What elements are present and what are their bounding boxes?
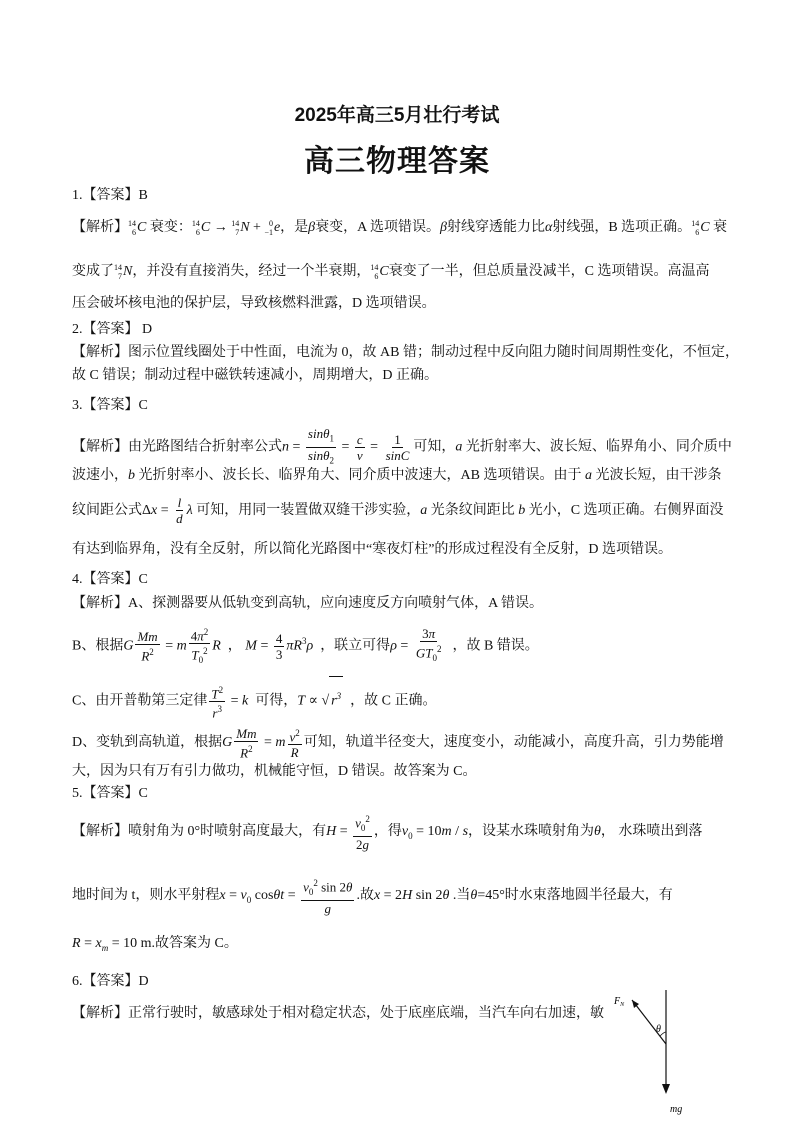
q2-analysis-line-1: 【解析】图示位置线圈处于中性面，电流为 0，故 AB 错；制动过程中反向阻力随时间周期性变化，不恒定， — [72, 345, 739, 360]
gravity-arrowhead — [662, 1084, 670, 1094]
normal-force-arrow — [632, 1000, 666, 1044]
q4-analysis-line-c: C、由开普勒第三定律 $\frac{T^2}{r^3}$ = k 可得，T ∝ √ $r^3$ ，故 C 正确。 — [72, 676, 722, 721]
q3-analysis-line-4: 有达到临界角，没有全反射，所以简化光路图中“寒夜灯柱”的形成过程没有全反射，D 选项错误。 — [72, 542, 673, 557]
q6-answer: 6.【答案】D — [72, 974, 149, 989]
q1-analysis-line-1: 【解析】 14 6 C 衰变： 14 6 C → 14 7 N + 0 −1 e ，是β衰变，A 选项错误。β射线穿透能力比α射线强，B 选项正确。 14 6 C 衰 — [72, 219, 728, 237]
q1-analysis-line-3: 压会破坏核电池的保护层，导致核燃料泄露，D 选项错误。 — [72, 296, 436, 311]
q3-analysis-line-2: 波速小，b 光折射率小、波长长、临界角大、同介质中波速大，AB 选项错误。由于 a 光波长短，由干涉条 — [72, 468, 722, 483]
force-diagram — [608, 988, 704, 1116]
subject-title: 高三物理答案 — [304, 145, 490, 178]
q5-analysis-line-1: 【解析】喷射角为 0°时喷射高度最大，有H = $\frac{v_0^2}{2g}$ ，得$v_0 = 10m / s$，设某水珠喷射角为θ， 水珠喷出到落 — [72, 814, 703, 852]
fn-label: $F_N$ — [614, 996, 625, 1008]
q4-analysis-line-b: B、根据G $\frac{Mm}{R^2}$ = m $\frac{4\pi^2}{T_0^2}$ R ， M = $\frac{4}{3}$ $\pi R^3\rho$ ，联立可得ρ = $\frac{3\pi}{GT_0^2}$ ，故 B 错误。 — [72, 626, 539, 666]
q6-analysis-line-1: 【解析】正常行驶时，敏感球处于相对稳定状态，处于底座底端，当汽车向右加速，敏 — [72, 1006, 604, 1021]
mg-label: mg — [670, 1104, 683, 1115]
q5-answer: 5.【答案】C — [72, 786, 148, 801]
q2-analysis-line-2: 故 C 错误；制动过程中磁铁转速减小，周期增大，D 正确。 — [72, 368, 438, 383]
q1-analysis-line-2: 变成了 14 7 N ，并没有直接消失，经过一个半衰期， 14 6 C 衰变了一半，但总质量没减半，C 选项错误。高温高 — [72, 263, 710, 281]
q5-analysis-line-2: 地时间为 t，则水平射程$x = v_0$ cosθt = $\frac{v_0^2 \sin 2\theta}{g}$ .故x = 2H sin 2θ .当θ=45°时水束落地圆半径最大，有 — [72, 878, 673, 916]
q4-analysis-line-1: 【解析】A、探测器要从低轨变到高轨，应向速度反方向喷射气体，A 错误。 — [72, 596, 543, 611]
exam-title: 2025年高三5月壮行考试 — [294, 105, 500, 126]
q3-analysis-line-1: 【解析】由光路图结合折射率公式n = $\frac{\sin\theta_1}{\sin\theta_2}$ = $\frac{c}{v}$ = $\frac{1}{\sin C}$ 可知，a 光折射率大、波长短、临界角小、同介质中 — [72, 426, 732, 466]
q1-answer: 1.【答案】B — [72, 188, 148, 203]
q3-analysis-line-3: 纹间距公式Δx = $\frac{l}{d}$ λ 可知，用同一装置做双缝干涉实验，a 光条纹间距比 b 光小，C 选项正确。右侧界面没 — [72, 495, 724, 527]
q2-answer: 2.【答案】 D — [72, 322, 153, 337]
theta-label: θ — [656, 1024, 661, 1035]
q4-analysis-line-d: D、变轨到高轨道，根据G $\frac{Mm}{R^2}$ = m $\frac{v^2}{R}$ 可知，轨道半径变大，速度变小，动能减小，高度升高，引力势能增 — [72, 725, 724, 760]
q5-analysis-line-3: $R = x_m = 10$ m.故答案为 C。 — [72, 936, 238, 953]
q4-answer: 4.【答案】C — [72, 572, 148, 587]
q3-answer: 3.【答案】C — [72, 398, 148, 413]
q4-analysis-line-e: 大，因为只有万有引力做功，机械能守恒，D 错误。故答案为 C。 — [72, 764, 477, 779]
